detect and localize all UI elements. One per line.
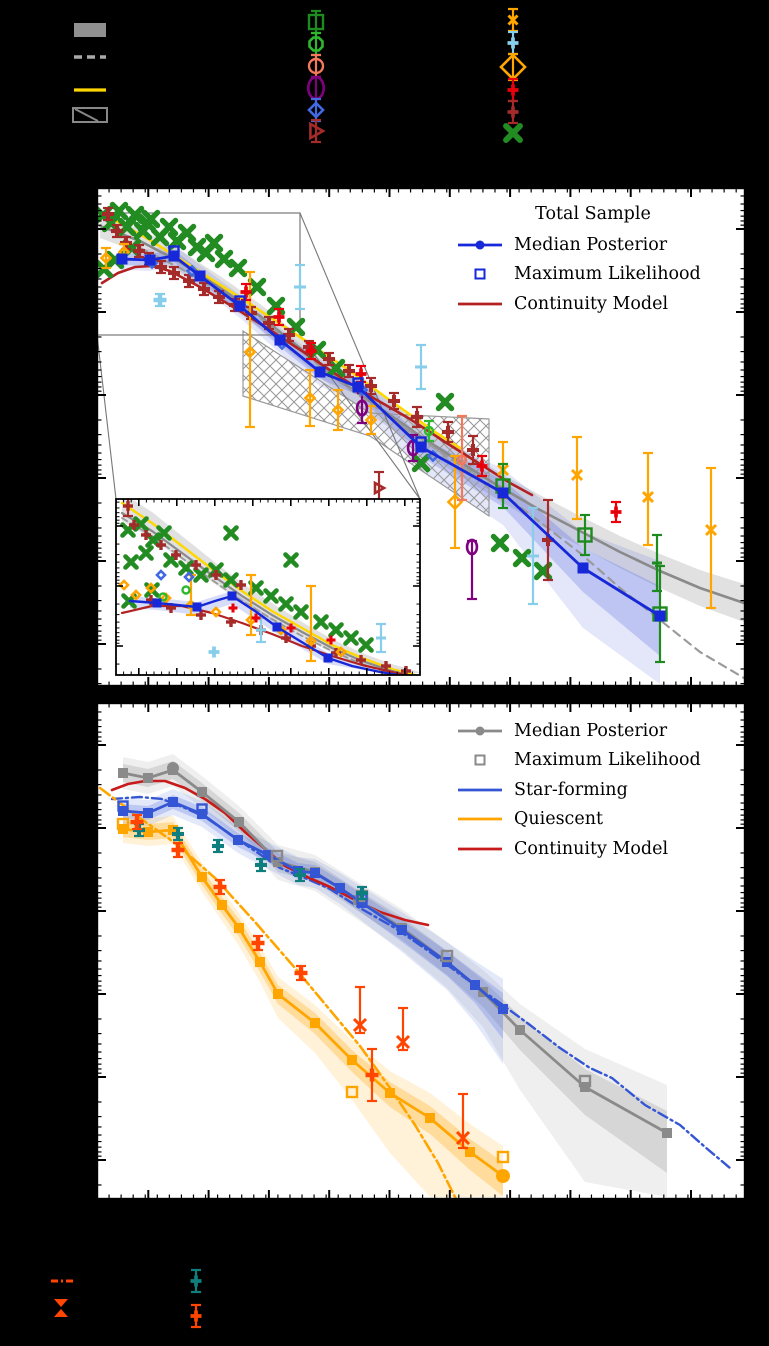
legend-item-label: Star-forming: [514, 779, 628, 800]
legend-item-label: Median Posterior: [514, 720, 668, 741]
legend-swatch-line: [455, 839, 505, 859]
legend-swatch-open-square: [455, 750, 505, 770]
legend-item-label: Median Posterior: [514, 234, 668, 255]
legend-item: [455, 230, 731, 260]
legend-item: [455, 834, 731, 864]
legend-item: [455, 716, 731, 746]
legend-item-label: Quiescent: [514, 809, 604, 830]
legend-item-label: Maximum Likelihood: [514, 264, 701, 285]
legend-item: [455, 289, 731, 319]
legend-title: Total Sample: [535, 204, 651, 224]
legend-item: [455, 805, 731, 835]
legend-item-label: Maximum Likelihood: [514, 750, 701, 771]
legend-swatch-line: [455, 809, 505, 829]
legend-item: [455, 746, 731, 776]
legend-swatch-line: [455, 294, 505, 314]
legend-item: [455, 775, 731, 805]
legend-swatch-line: [455, 780, 505, 800]
top-panel-legend: [455, 201, 731, 319]
legend-swatch-line-dot: [455, 235, 505, 255]
legend-item: [455, 260, 731, 290]
legend-item-label: Continuity Model: [514, 838, 669, 859]
legend-swatch-line-dot: [455, 721, 505, 741]
legend-swatch-open-square: [455, 264, 505, 284]
legend-item-label: Continuity Model: [514, 293, 669, 314]
bottom-panel-legend: [455, 716, 731, 864]
